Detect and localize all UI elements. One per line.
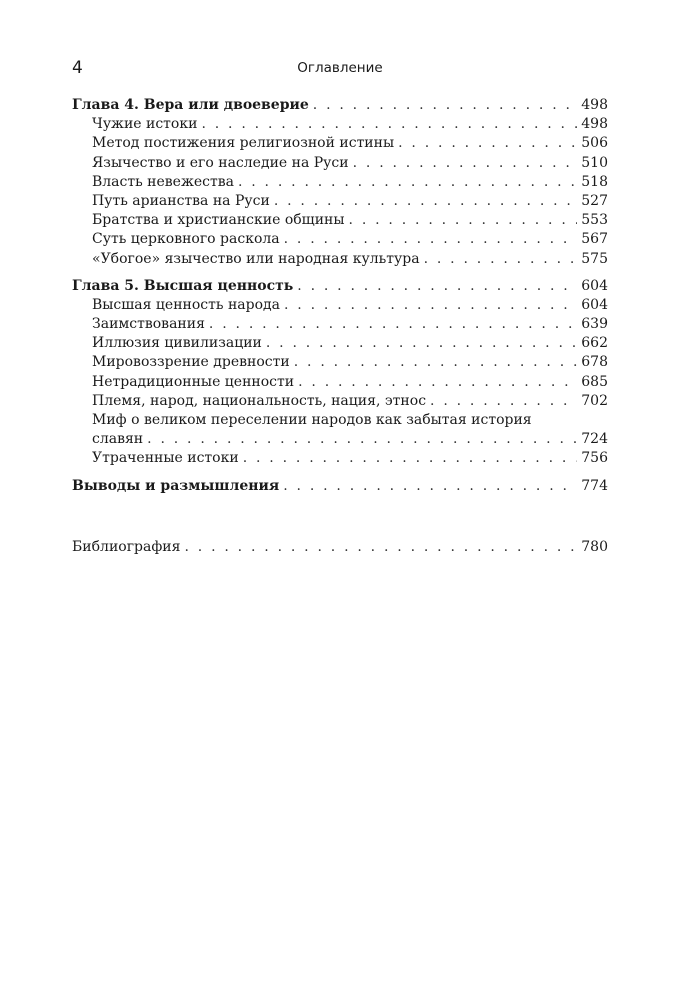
toc-entry-title: Высшая ценность народа: [92, 296, 280, 313]
toc-entry-title: Братства и христианские общины: [92, 212, 345, 229]
running-title: Оглавление: [297, 60, 383, 76]
spacer: [72, 469, 608, 477]
toc-page-number: 567: [581, 231, 608, 248]
toc-entry-title: Путь арианства на Руси: [92, 192, 270, 209]
toc-entry-title: Библиография: [72, 538, 181, 555]
toc-section[interactable]: [72, 173, 608, 192]
dot-leader: [209, 315, 577, 334]
toc-page-number: 506: [581, 135, 608, 152]
toc-page-number: 678: [581, 354, 608, 371]
spacer: [72, 496, 608, 538]
toc-entry-title: Заимствования: [92, 316, 205, 333]
toc-entry-title: Племя, народ, национальность, нация, этнос: [92, 392, 427, 409]
toc-entry-title: Миф о великом переселении народов как забытая история: [92, 412, 532, 428]
dot-leader: [294, 353, 578, 372]
toc-entry-title: Утраченные истоки: [92, 450, 239, 467]
toc-chapter-5[interactable]: [72, 277, 608, 296]
toc-entry-title: Язычество и его наследие на Руси: [92, 154, 349, 171]
toc-entry-title: Нетрадиционные ценности: [92, 373, 295, 390]
toc-page-number: 527: [581, 192, 608, 209]
toc-section[interactable]: [72, 449, 608, 468]
toc-page-number: 774: [581, 477, 608, 494]
toc-page-number: 604: [581, 277, 608, 294]
toc-page-number: 702: [581, 392, 608, 409]
dot-leader: [284, 230, 578, 249]
dot-leader: [430, 392, 577, 411]
toc-entry-title: Чужие истоки: [92, 116, 198, 133]
toc-entry-title: Глава 4. Вера или двоеверие: [72, 97, 309, 113]
toc-section[interactable]: [72, 134, 608, 153]
toc-section[interactable]: [72, 250, 608, 269]
page-header: [72, 58, 608, 80]
dot-leader: [238, 173, 577, 192]
toc-entry-title-continued: славян: [92, 431, 144, 448]
toc-section[interactable]: [72, 430, 608, 449]
toc-page-number: 510: [581, 154, 608, 171]
dot-leader: [398, 134, 577, 153]
dot-leader: [353, 154, 578, 173]
toc-entry-title: Иллюзия цивилизации: [92, 335, 262, 352]
toc-section[interactable]: [72, 115, 608, 134]
dot-leader: [283, 477, 577, 496]
toc-entry-title: Метод постижения религиозной истины: [92, 135, 395, 152]
toc-page-number: 498: [581, 97, 608, 113]
toc-section[interactable]: [72, 211, 608, 230]
toc-section[interactable]: [72, 315, 608, 334]
toc-section[interactable]: [72, 230, 608, 249]
dot-leader: [201, 115, 577, 134]
toc-entry-title: Выводы и размышления: [72, 477, 280, 494]
dot-leader: [266, 334, 577, 353]
spacer: [72, 269, 608, 277]
dot-leader: [424, 250, 578, 269]
dot-leader: [313, 96, 577, 115]
toc-page-number: 518: [581, 173, 608, 190]
toc-entry-title: Власть невежества: [92, 173, 234, 190]
dot-leader: [349, 211, 578, 230]
toc-bibliography[interactable]: [72, 538, 608, 557]
toc-chapter-4[interactable]: [72, 96, 608, 115]
toc-section-first-line[interactable]: [72, 411, 608, 430]
dot-leader: [243, 449, 578, 468]
toc-section[interactable]: [72, 392, 608, 411]
dot-leader: [297, 277, 577, 296]
dot-leader: [298, 373, 577, 392]
table-of-contents: [72, 96, 608, 557]
toc-section[interactable]: [72, 334, 608, 353]
dot-leader: [274, 192, 577, 211]
toc-entry-title: Глава 5. Высшая ценность: [72, 277, 294, 294]
dot-leader: [147, 430, 577, 449]
toc-section[interactable]: [72, 154, 608, 173]
toc-conclusions[interactable]: [72, 477, 608, 496]
toc-entry-title: Суть церковного раскола: [92, 231, 280, 248]
toc-section[interactable]: [72, 296, 608, 315]
toc-entry-title: Мировоззрение древности: [92, 354, 290, 371]
toc-section[interactable]: [72, 373, 608, 392]
toc-page-number: 724: [581, 431, 608, 448]
toc-page-number: 756: [581, 450, 608, 467]
toc-entry-title: «Убогое» язычество или народная культура: [92, 250, 420, 267]
dot-leader: [284, 296, 577, 315]
toc-page-number: 685: [581, 373, 608, 390]
dot-leader: [184, 538, 577, 557]
toc-page-number: 575: [581, 250, 608, 267]
toc-page-number: 639: [581, 316, 608, 333]
page-number: 4: [72, 58, 83, 78]
toc-page-number: 498: [581, 116, 608, 133]
toc-page-number: 780: [581, 538, 608, 555]
toc-section[interactable]: [72, 192, 608, 211]
toc-page-number: 662: [581, 335, 608, 352]
toc-page-number: 604: [581, 296, 608, 313]
toc-page-number: 553: [581, 212, 608, 229]
toc-section[interactable]: [72, 353, 608, 372]
